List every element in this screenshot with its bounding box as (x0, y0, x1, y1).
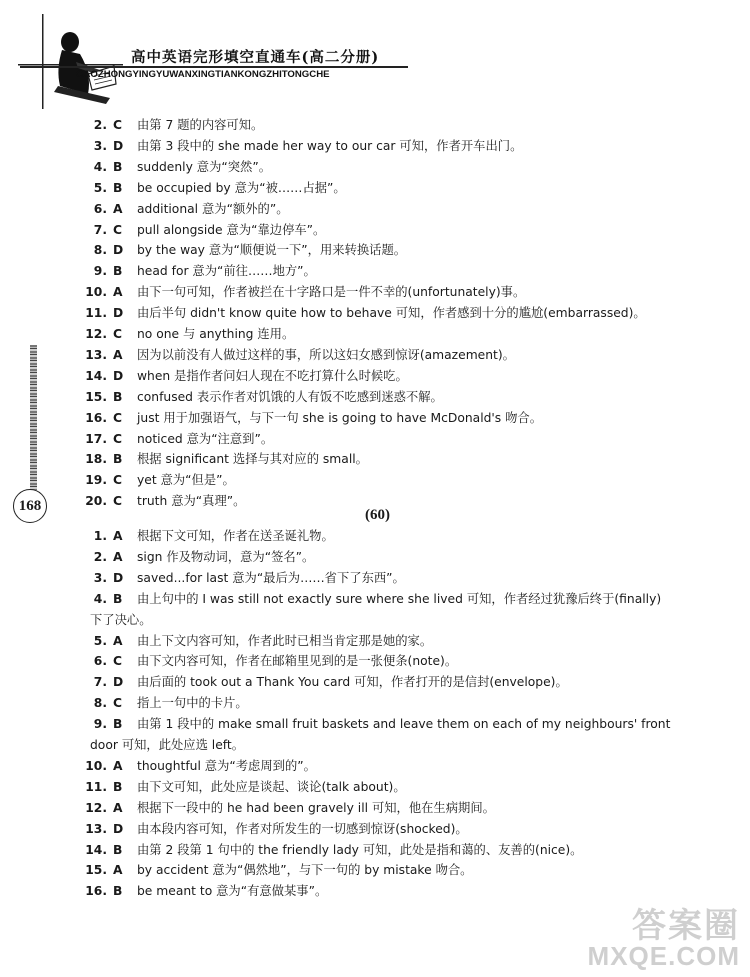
answer-option: B (113, 717, 123, 732)
explanation-text: noticed 意为“注意到”。 (137, 431, 274, 446)
question-number: 19. (85, 473, 107, 488)
question-number: 10. (85, 285, 107, 300)
answer-option: B (113, 842, 123, 857)
watermark-logo (588, 909, 740, 969)
answer-option: A (113, 758, 123, 773)
question-number: 13. (85, 821, 107, 836)
answer-option: B (113, 452, 123, 467)
answer-option: D (113, 243, 124, 258)
explanation-text: 由第 3 段中的 she made her way to our car 可知，作者开车出门。 (137, 138, 523, 153)
answer-line (65, 326, 294, 342)
question-number: 9. (93, 264, 107, 279)
answer-line (65, 201, 289, 217)
question-number: 4. (93, 159, 107, 174)
explanation-text: truth 意为“真理”。 (137, 494, 246, 509)
explanation-text: by accident 意为“偶然地”，与下一句的 by mistake 吻合。 (137, 863, 473, 878)
answer-line (65, 570, 405, 586)
question-number: 14. (85, 842, 107, 857)
answer-line (65, 674, 568, 690)
answer-option: A (113, 800, 123, 815)
answer-line (65, 549, 314, 565)
question-number: 15. (85, 389, 107, 404)
explanation-text: 由后半句 didn't know quite how to behave 可知，作者感到十分的尴尬(embarrassed)。 (137, 306, 646, 321)
explanation-text: 由下文可知，此处应是谈起、谈论(talk about)。 (137, 779, 406, 794)
answer-line (65, 591, 661, 607)
answer-line (65, 493, 245, 509)
answer-option: D (113, 570, 124, 585)
question-number: 11. (85, 779, 107, 794)
question-number: 1. (93, 529, 107, 543)
answer-line (65, 779, 406, 795)
answer-line (65, 263, 316, 279)
answer-line (65, 758, 316, 774)
question-number: 17. (85, 431, 107, 446)
explanation-text: just 用于加强语气，与下一句 she is going to have McDonald's 吻合。 (137, 410, 543, 425)
answer-line (65, 347, 515, 363)
question-number: 15. (85, 863, 107, 878)
answer-line (90, 737, 244, 753)
answer-option: A (113, 549, 123, 564)
answer-line (65, 410, 542, 426)
answer-line (65, 842, 582, 858)
question-number: 3. (93, 138, 107, 153)
answer-line (65, 159, 271, 175)
answer-line (65, 431, 273, 447)
explanation-text: 由上句中的 I was still not exactly sure where she lived 可知，作者经过犹豫后终于(finally) (137, 591, 662, 606)
question-number: 20. (85, 494, 107, 509)
answer-option: B (113, 779, 123, 794)
explanation-text: yet 意为“但是”。 (137, 473, 235, 488)
answer-option: C (113, 696, 123, 711)
question-number: 11. (85, 306, 107, 321)
answer-line (65, 451, 368, 467)
answer-option: B (113, 591, 123, 606)
explanation-text: by the way 意为“顺便说一下”，用来转换话题。 (137, 243, 407, 258)
answer-line (65, 862, 472, 878)
explanation-text: 由本段内容可知，作者对所发生的一切感到惊讶(shocked)。 (137, 821, 468, 836)
answer-line (65, 284, 525, 300)
explanation-text: confused 表示作者对饥饿的人有饭不吃感到迷惑不解。 (137, 389, 443, 404)
question-number: 2. (93, 118, 107, 132)
side-margin-bar (30, 345, 37, 490)
answer-option: B (113, 159, 123, 174)
question-number: 7. (93, 222, 107, 237)
answer-option: D (113, 306, 124, 321)
explanation-text: be occupied by 意为“被……占据”。 (137, 180, 346, 195)
answer-option: A (113, 529, 123, 543)
question-number: 14. (85, 368, 107, 383)
explanation-text: no one 与 anything 连用。 (137, 327, 295, 341)
explanation-text: 由上下文内容可知，作者此时已相当肯定那是她的家。 (137, 633, 433, 648)
watermark-line-1: 答案圈 (632, 907, 740, 945)
answer-option: C (113, 654, 123, 669)
explanation-text: 由后面的 took out a Thank You card 可知，作者打开的是信封(envelope)。 (137, 675, 568, 690)
answer-option: C (113, 431, 123, 446)
reading-figure-icon (18, 14, 123, 109)
explanation-text: additional 意为“额外的”。 (137, 201, 289, 216)
answer-option: B (113, 264, 123, 279)
explanation-text: 根据 significant 选择与其对应的 small。 (137, 452, 368, 467)
answer-line (65, 528, 334, 544)
answer-option: A (113, 633, 123, 648)
answer-line (65, 305, 646, 321)
question-number: 8. (93, 243, 107, 258)
answer-option: C (113, 327, 123, 341)
answer-line (65, 138, 522, 154)
question-number: 5. (93, 180, 107, 195)
answer-option: C (113, 410, 123, 425)
answer-line (65, 222, 325, 238)
explanation-text: saved...for last 意为“最后为……省下了东西”。 (137, 570, 405, 585)
explanation-text: 由下文内容可知，作者在邮箱里见到的是一张便条(note)。 (137, 654, 458, 669)
answer-line (65, 633, 432, 649)
explanation-text: 指上一句中的卡片。 (137, 696, 248, 711)
question-number: 18. (85, 452, 107, 467)
question-number: 10. (85, 758, 107, 773)
answer-line (65, 180, 346, 196)
section-heading: (60) (365, 507, 390, 523)
question-number: 5. (93, 633, 107, 648)
answer-option: D (113, 138, 124, 153)
explanation-text: be meant to 意为“有意做某事”。 (137, 884, 328, 899)
explanation-text: 根据下文可知，作者在送圣诞礼物。 (137, 529, 334, 543)
answer-option: C (113, 494, 123, 509)
question-number: 8. (93, 696, 107, 711)
question-number: 12. (85, 800, 107, 815)
explanation-text: sign 作及物动词，意为“签名”。 (137, 549, 315, 564)
book-title: 高中英语完形填空直通车(高二分册) (131, 49, 380, 66)
question-number: 16. (85, 410, 107, 425)
answer-option: C (113, 118, 123, 132)
explanation-text: 由第 1 段中的 make small fruit baskets and leave them on each of my neighbours' front (137, 717, 671, 732)
answer-option: C (113, 222, 123, 237)
answer-line (90, 612, 152, 628)
answer-option: D (113, 821, 124, 836)
answer-option: A (113, 347, 123, 362)
answer-line (65, 716, 670, 732)
answer-line (65, 883, 327, 899)
answer-option: A (113, 863, 123, 878)
answer-option: B (113, 180, 123, 195)
question-number: 12. (85, 327, 107, 341)
question-number: 3. (93, 570, 107, 585)
book-title-pinyin: GAOZHONGYINGYUWANXINGTIANKONGZHITONGCHE (76, 69, 330, 80)
explanation-text: 由第 7 题的内容可知。 (137, 118, 264, 132)
answer-option: C (113, 473, 123, 488)
explanation-text: door 可知，此处应选 left。 (90, 738, 245, 752)
answer-option: A (113, 285, 123, 300)
answer-option: A (113, 201, 123, 216)
watermark-line-2: MXQE.COM (587, 941, 740, 971)
header-divider (20, 66, 408, 68)
page-number: 168 (13, 489, 47, 523)
explanation-text: 因为以前没有人做过这样的事，所以这妇女感到惊讶(amazement)。 (137, 347, 515, 362)
explanation-text: 下了决心。 (90, 612, 152, 627)
explanation-text: pull alongside 意为“靠边停车”。 (137, 222, 326, 237)
explanation-text: 由第 2 段第 1 句中的 the friendly lady 可知，此处是指和蔼的、友善的(nice)。 (137, 842, 583, 857)
question-number: 9. (93, 717, 107, 732)
explanation-text: suddenly 意为“突然”。 (137, 159, 271, 174)
question-number: 4. (93, 591, 107, 606)
answer-line (65, 368, 408, 384)
question-number: 13. (85, 347, 107, 362)
answer-line (65, 800, 495, 816)
answer-line (65, 117, 263, 133)
answer-line (65, 653, 457, 669)
answer-option: D (113, 368, 124, 383)
question-number: 2. (93, 549, 107, 564)
answer-line (65, 821, 468, 837)
explanation-text: 根据下一段中的 he had been gravely ill 可知，他在生病期间。 (137, 800, 495, 815)
answer-line (65, 472, 235, 488)
explanation-text: head for 意为“前往……地方”。 (137, 264, 316, 279)
explanation-text: thoughtful 意为“考虑周到的”。 (137, 758, 316, 773)
question-number: 6. (93, 201, 107, 216)
question-number: 6. (93, 654, 107, 669)
question-number: 7. (93, 675, 107, 690)
answer-line (65, 242, 406, 258)
answer-line (65, 389, 443, 405)
explanation-text: when 是指作者问妇人现在不吃打算什么时候吃。 (137, 368, 408, 383)
answer-option: D (113, 675, 124, 690)
answer-line (65, 695, 248, 711)
answer-option: B (113, 389, 123, 404)
answer-option: B (113, 884, 123, 899)
question-number: 16. (85, 884, 107, 899)
explanation-text: 由下一句可知，作者被拦在十字路口是一件不幸的(unfortunately)事。 (137, 285, 526, 300)
